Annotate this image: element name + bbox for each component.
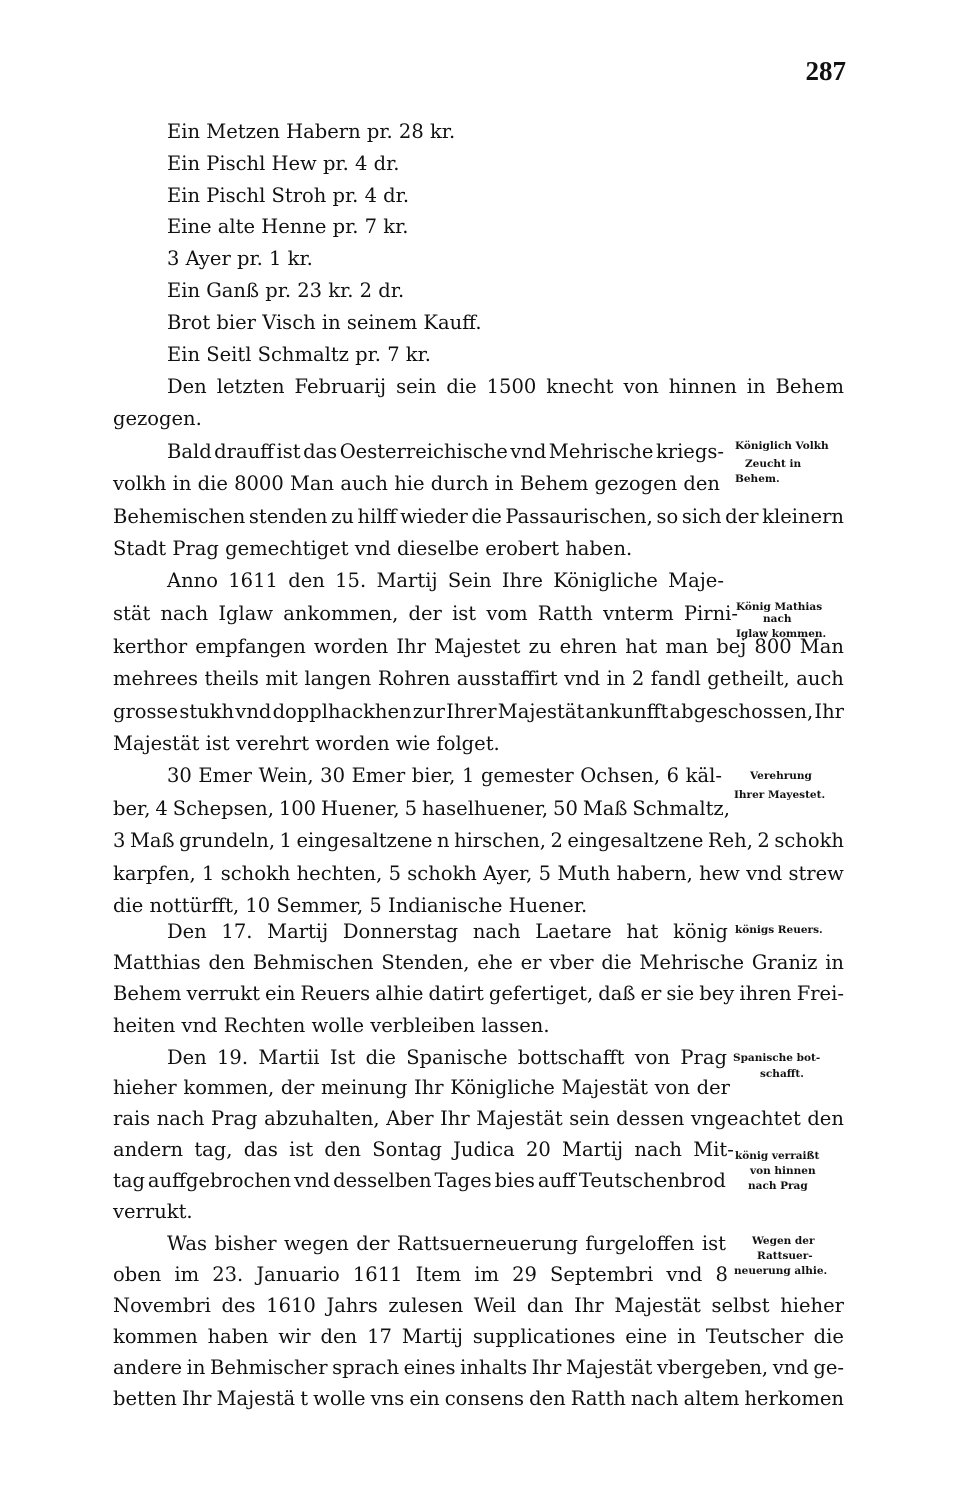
text-line: Ein Ganß pr. 23 kr. 2 dr. — [167, 279, 405, 302]
text-line: Ein Metzen Habern pr. 28 kr. — [167, 120, 456, 143]
text-line: volkh in die 8000 Man auch hie durch in Behem gezogen den — [113, 472, 720, 495]
text-line: 30 Emer Wein, 30 Emer bier, 1 gemester Ochsen, 6 käl- — [167, 764, 722, 787]
margin-note: nach Prag — [748, 1180, 808, 1192]
margin-note: schafft. — [760, 1068, 804, 1080]
text-line: tag auffgebrochen vnd desselben Tages bies auff Teutschenbrod — [113, 1169, 726, 1192]
text-line: Was bisher wegen der Rattsuerneuerung furgeloffen ist — [167, 1232, 726, 1255]
margin-note: Ihrer Mayestet. — [734, 789, 826, 801]
margin-note: könig verraißt — [735, 1150, 820, 1162]
text-line: Den 19. Martii Ist die Spanische bottschafft von Prag — [167, 1046, 727, 1069]
margin-note: Rattsuer- — [757, 1250, 813, 1262]
margin-note: Behem. — [735, 473, 780, 485]
text-line: hieher kommen, der meinung Ihr Königliche Majestät von der — [113, 1076, 730, 1099]
margin-note: Spanische bot- — [733, 1052, 821, 1064]
text-line: karpfen, 1 schokh hechten, 5 schokh Ayer, 5 Muth habern, hew vnd strew — [113, 862, 844, 885]
margin-note: Iglaw kommen. — [736, 628, 827, 640]
text-line: betten Ihr Majestä t wolle vns ein consens den Ratth nach altem herkomen — [113, 1387, 844, 1410]
margin-note: König Mathias — [736, 601, 823, 613]
text-line: rais nach Prag abzuhalten, Aber Ihr Majestät sein dessen vngeachtet den — [113, 1107, 844, 1130]
text-line: Behemischen stenden zu hilff wieder die Passaurischen, so sich der kleinern — [113, 505, 844, 528]
text-line: oben im 23. Januario 1611 Item im 29 Septembri vnd 8 — [113, 1263, 728, 1286]
margin-note: Zeucht in — [745, 458, 802, 470]
text-line: Eine alte Henne pr. 7 kr. — [167, 215, 409, 238]
text-line: Den letzten Februarij sein die 1500 knecht von hinnen in Behem — [167, 375, 844, 398]
text-line: grosse stukh vnd dopplhackhen zur Ihrer Majestät ankunfft abgeschossen, Ihr — [113, 700, 844, 723]
text-line: Brot bier Visch in seinem Kauff. — [167, 311, 482, 334]
text-line: andern tag, das ist den Sontag Judica 20 Martij nach Mit- — [113, 1138, 734, 1161]
text-line: stät nach Iglaw ankommen, der ist vom Ratth vnterm Pirni- — [113, 602, 738, 625]
text-line: Novembri des 1610 Jahrs zulesen Weil dan Ihr Majestät selbst hieher — [113, 1294, 844, 1317]
text-line: gezogen. — [113, 407, 202, 430]
margin-note: nach — [763, 613, 792, 625]
text-line: Stadt Prag gemechtiget vnd dieselbe erobert haben. — [113, 537, 633, 560]
margin-note: neuerung alhie. — [734, 1265, 828, 1277]
page-number: 287 — [805, 56, 846, 86]
text-line: Majestät ist verehrt worden wie folget. — [113, 732, 500, 755]
text-line: Matthias den Behmischen Stenden, ehe er vber die Mehrische Graniz in — [113, 951, 844, 974]
margin-note: Wegen der — [752, 1235, 815, 1247]
text-line: mehrees theils mit langen Rohren ausstaffirt vnd in 2 fandl getheilt, auch — [113, 667, 844, 690]
text-line: 3 Maß grundeln, 1 eingesaltzene n hirschen, 2 eingesaltzene Reh, 2 schokh — [113, 829, 844, 852]
margin-note: Königlich Volkh — [735, 440, 829, 452]
text-line: kommen haben wir den 17 Martij supplicationes eine in Teutscher die — [113, 1325, 844, 1348]
text-line: Anno 1611 den 15. Martij Sein Ihre Königliche Maje- — [167, 569, 724, 592]
text-line: Behem verrukt ein Reuers alhie datirt gefertiget, daß er sie bey ihren Frei- — [113, 982, 844, 1005]
text-line: kerthor empfangen worden Ihr Majestet zu ehren hat man bej 800 Man — [113, 635, 844, 658]
text-line: die nottürfft, 10 Semmer, 5 Indianische Huener. — [113, 894, 588, 917]
text-line: 3 Ayer pr. 1 kr. — [167, 247, 313, 270]
text-line: Ein Pischl Stroh pr. 4 dr. — [167, 184, 410, 207]
margin-note: von hinnen — [750, 1165, 816, 1177]
text-line: verrukt. — [113, 1200, 193, 1223]
text-line: ber, 4 Schepsen, 100 Huener, 5 haselhuener, 50 Maß Schmaltz, — [113, 797, 730, 820]
text-line: Ein Pischl Hew pr. 4 dr. — [167, 152, 400, 175]
margin-note: königs Reuers. — [735, 924, 823, 936]
margin-note: Verehrung — [750, 770, 812, 782]
text-line: heiten vnd Rechten wolle verbleiben lassen. — [113, 1014, 550, 1037]
text-line: andere in Behmischer sprach eines inhalts Ihr Majestät vbergeben, vnd ge- — [113, 1356, 844, 1379]
text-line: Den 17. Martij Donnerstag nach Laetare hat könig — [167, 920, 728, 943]
text-line: Ein Seitl Schmaltz pr. 7 kr. — [167, 343, 431, 366]
text-line: Bald drauff ist das Oesterreichische vnd Mehrische kriegs- — [167, 440, 724, 463]
